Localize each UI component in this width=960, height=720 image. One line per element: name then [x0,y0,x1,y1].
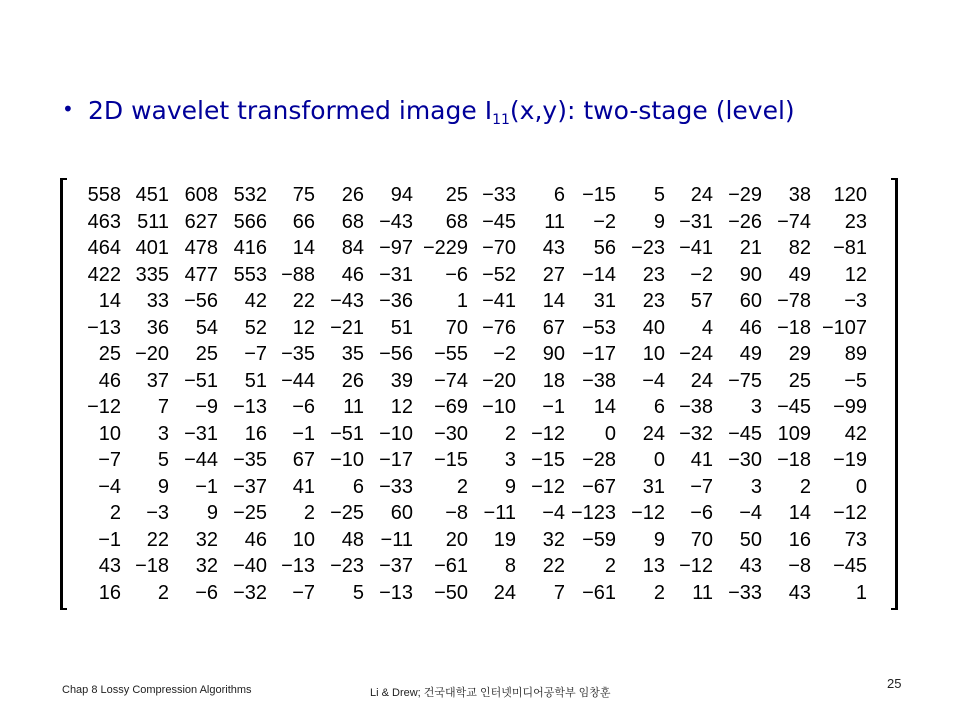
matrix-cell: −6 [292,396,315,418]
matrix-cell: −3 [146,502,169,524]
matrix-cell: 46 [739,316,762,339]
matrix-cell: 627 [184,210,218,233]
matrix-cell: 120 [833,184,867,206]
matrix-cell: −25 [233,502,267,524]
matrix-cell: −1 [195,475,218,498]
matrix-cell: −12 [631,502,665,524]
matrix-cell: −78 [777,290,811,312]
matrix-cell: −7 [244,343,267,365]
matrix-cell: 6 [653,396,665,418]
matrix-cell: 23 [642,263,665,286]
matrix-cell: −123 [570,502,616,524]
matrix-cell: −31 [184,422,218,445]
matrix-cell: 11 [692,581,713,604]
footer-chapter: Chap 8 Lossy Compression Algorithms [62,684,252,696]
matrix-cell: −7 [98,449,121,471]
matrix-cell: 49 [739,343,762,365]
matrix-cell: −13 [281,555,315,577]
matrix-cell: −33 [482,184,516,206]
matrix-cell: 50 [739,528,762,551]
matrix-cell: 40 [642,316,665,339]
matrix-cell: −2 [593,210,616,233]
matrix-cell: −35 [233,449,267,471]
matrix-cell: 73 [844,528,867,551]
matrix-cell: 14 [542,290,565,312]
matrix-cell: −74 [777,210,811,233]
matrix-cell: −15 [531,449,565,471]
matrix-cell: −14 [582,263,616,286]
matrix-cell: 31 [642,475,665,498]
matrix-cell: −61 [582,581,616,604]
matrix-cell: 36 [146,316,169,339]
matrix-cell: −3 [844,290,867,312]
matrix-cell: −51 [184,369,218,392]
matrix-cell: 5 [352,581,364,604]
matrix-cell: −17 [379,449,413,471]
matrix-cell: 5 [157,449,169,471]
matrix-cell: −33 [728,581,762,604]
matrix-cell: −32 [233,581,267,604]
matrix-cell: 14 [593,396,616,418]
matrix-cell: 9 [206,502,218,524]
matrix-cell: −8 [445,502,468,524]
matrix-cell: 5 [653,184,665,206]
matrix-cell: 43 [788,581,811,604]
matrix-cell: −6 [690,502,713,524]
matrix-cell: −88 [281,263,315,286]
matrix-cell: 11 [343,396,364,418]
matrix-cell: 42 [844,422,867,445]
matrix-cell: 52 [244,316,267,339]
matrix-cell: −70 [482,237,516,259]
matrix-cell: −12 [87,396,121,418]
matrix-cell: −23 [330,555,364,577]
matrix-cell: −1 [542,396,565,418]
slide-title [62,96,795,128]
matrix-cell: 9 [653,210,665,233]
matrix-cell: 22 [542,555,565,577]
matrix-cell: −12 [531,475,565,498]
matrix-cell: −7 [690,475,713,498]
matrix-cell: 48 [341,528,364,551]
matrix-cell: 10 [292,528,315,551]
matrix-cell: 60 [390,502,413,524]
matrix-cell: −12 [679,555,713,577]
matrix-cell: 38 [788,184,811,206]
matrix-cell: 7 [553,581,565,604]
matrix-cell: −38 [679,396,713,418]
matrix-cell: 41 [690,449,713,471]
matrix-cell: −41 [482,290,516,312]
matrix-cell: 89 [844,343,867,365]
matrix-cell: −4 [98,475,121,498]
matrix-cell: 20 [445,528,468,551]
title-suffix: (x,y): two-stage (level) [509,96,795,125]
matrix-cell: −74 [434,369,468,392]
matrix-cell: −11 [483,502,516,524]
matrix-cell: 12 [844,263,867,286]
matrix-cell: −43 [330,290,364,312]
matrix-cell: 16 [788,528,811,551]
matrix-cell: 42 [244,290,267,312]
matrix-cell: −15 [582,184,616,206]
matrix-cell: 11 [544,210,565,233]
matrix-cell: −107 [821,316,867,339]
matrix-cell: −6 [195,581,218,604]
matrix-cell: 54 [195,316,218,339]
page-number: 25 [887,676,902,691]
matrix-cell: 29 [788,343,811,365]
matrix-cell: −45 [777,396,811,418]
matrix-cell: 566 [233,210,267,233]
matrix-cell: −15 [434,449,468,471]
matrix-cell: −31 [379,263,413,286]
matrix-cell: −38 [582,369,616,392]
matrix-cell: 416 [233,237,267,259]
matrix-cell: 478 [184,237,218,259]
matrix-cell: −37 [379,555,413,577]
matrix-cell: −13 [379,581,413,604]
matrix-cell: 39 [390,369,413,392]
matrix-cell: 0 [604,422,616,445]
matrix-cell: −31 [679,210,713,233]
matrix-cell: 68 [341,210,364,233]
matrix-cell: 553 [233,263,267,286]
matrix-cell: 49 [788,263,811,286]
matrix-cell: 1 [855,581,867,604]
matrix-cell: 2 [504,422,516,445]
matrix-cell: 511 [137,210,169,233]
matrix-cell: −21 [330,316,364,339]
title-subscript: 11 [492,112,510,128]
matrix-cell: 2 [109,502,121,524]
matrix-cell: 25 [98,343,121,365]
matrix-cell: 82 [788,237,811,259]
matrix-cell: 51 [244,369,267,392]
matrix-cell: 26 [341,369,364,392]
matrix-cell: −30 [434,422,468,445]
matrix-cell: −35 [281,343,315,365]
matrix-cell: −7 [292,581,315,604]
matrix-cell: −44 [184,449,218,471]
matrix-cell: 60 [739,290,762,312]
matrix-cell: −25 [330,502,364,524]
matrix-cell: −56 [379,343,413,365]
matrix-cell: 3 [504,449,516,471]
matrix-cell: −8 [788,555,811,577]
matrix-cell: −10 [330,449,364,471]
matrix-cell: 2 [799,475,811,498]
matrix-cell: 26 [341,184,364,206]
matrix-cell: 31 [593,290,616,312]
matrix-cell: −17 [582,343,616,365]
matrix-cell: 24 [642,422,665,445]
matrix-cell: 558 [87,184,121,206]
matrix-cell: −37 [233,475,267,498]
matrix-cell: −1 [98,528,121,551]
matrix-cell: 477 [184,263,218,286]
matrix-cell: −29 [728,184,762,206]
matrix-cell: 401 [135,237,169,259]
matrix-cell: 66 [292,210,315,233]
matrix-cell: −55 [434,343,468,365]
matrix-cell: −9 [195,396,218,418]
matrix-cell: 3 [750,396,762,418]
matrix-right-bracket [891,178,898,610]
matrix-cell: −81 [833,237,867,259]
matrix-cell: 4 [701,316,713,339]
matrix-cell: −50 [434,581,468,604]
matrix-cell: 33 [146,290,169,312]
matrix-cell: 90 [542,343,565,365]
matrix-cell: −30 [728,449,762,471]
matrix-cell: −56 [184,290,218,312]
matrix-cell: 21 [739,237,762,259]
matrix-cell: 43 [98,555,121,577]
matrix-cell: −33 [379,475,413,498]
matrix-cell: −20 [135,343,169,365]
matrix-cell: 335 [135,263,169,286]
matrix-cell: 51 [390,316,413,339]
matrix-cell: −61 [434,555,468,577]
matrix-cell: 43 [542,237,565,259]
matrix-cell: −13 [233,396,267,418]
matrix-cell: 25 [788,369,811,392]
matrix-cell: −32 [679,422,713,445]
matrix-cell: 14 [292,237,315,259]
title-text: 2D wavelet transformed image I [88,96,493,125]
matrix-cell: 463 [87,210,121,233]
matrix-cell: −10 [482,396,516,418]
matrix-cell: 2 [303,502,315,524]
matrix-cell: −40 [233,555,267,577]
matrix-cell: −28 [582,449,616,471]
matrix-cell: 7 [157,396,169,418]
matrix-cell: −26 [728,210,762,233]
matrix-cell: −229 [422,237,468,259]
matrix-cell: 9 [653,528,665,551]
matrix-cell: 608 [184,184,218,206]
matrix-cell: 2 [604,555,616,577]
matrix-cell: −2 [493,343,516,365]
matrix-cell: 14 [98,290,121,312]
matrix-left-bracket [60,178,67,610]
matrix-cell: 451 [135,184,169,206]
matrix-cell: −10 [379,422,413,445]
matrix-cell: −2 [690,263,713,286]
matrix-cell: −97 [379,237,413,259]
matrix-cell: 43 [739,555,762,577]
matrix-cell: 10 [98,422,121,445]
bullet-point: • [62,97,74,121]
matrix-cell: 57 [690,290,713,312]
matrix-cell: −69 [434,396,468,418]
matrix-cell: 84 [341,237,364,259]
matrix-cell: 9 [504,475,516,498]
matrix-cell: −5 [844,369,867,392]
matrix-cell: 3 [750,475,762,498]
matrix-cell: 32 [542,528,565,551]
matrix-cell: 8 [504,555,516,577]
matrix-cell: −45 [482,210,516,233]
matrix-cell: −43 [379,210,413,233]
matrix-cell: −23 [631,237,665,259]
matrix-cell: 41 [292,475,315,498]
matrix-cell: −51 [330,422,364,445]
matrix-cell: −6 [445,263,468,286]
matrix-cell: −99 [833,396,867,418]
matrix-cell: −4 [642,369,665,392]
matrix-cell: 10 [642,343,665,365]
matrix-cell: 22 [292,290,315,312]
matrix-cell: −20 [482,369,516,392]
matrix-cell: 94 [390,184,413,206]
matrix-cell: −12 [833,502,867,524]
matrix-cell: −75 [728,369,762,392]
matrix-cell: 14 [788,502,811,524]
matrix-cell: 75 [292,184,315,206]
matrix-grid [72,182,892,606]
matrix-cell: 109 [777,422,811,445]
matrix-cell: 2 [456,475,468,498]
matrix-cell: −52 [482,263,516,286]
matrix-cell: 0 [653,449,665,471]
matrix-cell: 6 [553,184,565,206]
matrix-cell: 24 [493,581,516,604]
matrix-cell: 56 [593,237,616,259]
footer-authors: Li & Drew; 건국대학교 인터넷미디어공학부 임창훈 [370,687,611,699]
matrix-cell: −36 [379,290,413,312]
matrix-cell: −24 [679,343,713,365]
matrix-cell: 22 [146,528,169,551]
matrix-cell: 18 [542,369,565,392]
matrix-cell: 464 [87,237,121,259]
matrix-cell: −18 [777,316,811,339]
matrix-cell: 12 [390,396,413,418]
matrix-cell: −45 [728,422,762,445]
matrix-cell: −11 [380,528,413,551]
matrix-cell: −45 [833,555,867,577]
matrix-cell: 422 [87,263,121,286]
matrix-cell: 1 [456,290,468,312]
matrix-cell: 6 [352,475,364,498]
matrix-cell: 90 [739,263,762,286]
matrix-cell: 24 [690,184,713,206]
matrix-cell: −18 [135,555,169,577]
matrix-cell: −12 [531,422,565,445]
matrix-cell: 16 [98,581,121,604]
matrix-cell: −4 [542,502,565,524]
matrix-cell: 13 [642,555,665,577]
matrix-cell: 24 [690,369,713,392]
matrix-cell: −1 [292,422,315,445]
matrix-cell: −59 [582,528,616,551]
matrix-cell: −13 [87,316,121,339]
matrix-cell: 67 [292,449,315,471]
matrix-cell: 19 [493,528,516,551]
matrix-cell: −19 [833,449,867,471]
matrix-cell: −41 [679,237,713,259]
matrix-cell: 23 [642,290,665,312]
matrix-cell: 25 [445,184,468,206]
matrix-cell: 32 [195,528,218,551]
matrix-cell: 27 [542,263,565,286]
matrix-cell: −76 [482,316,516,339]
matrix-cell: −53 [582,316,616,339]
matrix-cell: 32 [195,555,218,577]
coefficient-matrix [60,178,898,610]
matrix-cell: 70 [445,316,468,339]
matrix-cell: 67 [542,316,565,339]
matrix-cell: 9 [157,475,169,498]
matrix-cell: 532 [233,184,267,206]
matrix-cell: −67 [582,475,616,498]
matrix-cell: −18 [777,449,811,471]
matrix-cell: 46 [244,528,267,551]
matrix-cell: 2 [653,581,665,604]
matrix-cell: 25 [195,343,218,365]
matrix-cell: 0 [855,475,867,498]
matrix-cell: 37 [146,369,169,392]
matrix-cell: 2 [157,581,169,604]
matrix-cell: 23 [844,210,867,233]
matrix-cell: −44 [281,369,315,392]
matrix-cell: 70 [690,528,713,551]
matrix-cell: 3 [157,422,169,445]
matrix-cell: 68 [445,210,468,233]
matrix-cell: 35 [341,343,364,365]
matrix-cell: 46 [98,369,121,392]
matrix-cell: 46 [341,263,364,286]
matrix-cell: 12 [292,316,315,339]
matrix-cell: 16 [244,422,267,445]
matrix-cell: −4 [739,502,762,524]
